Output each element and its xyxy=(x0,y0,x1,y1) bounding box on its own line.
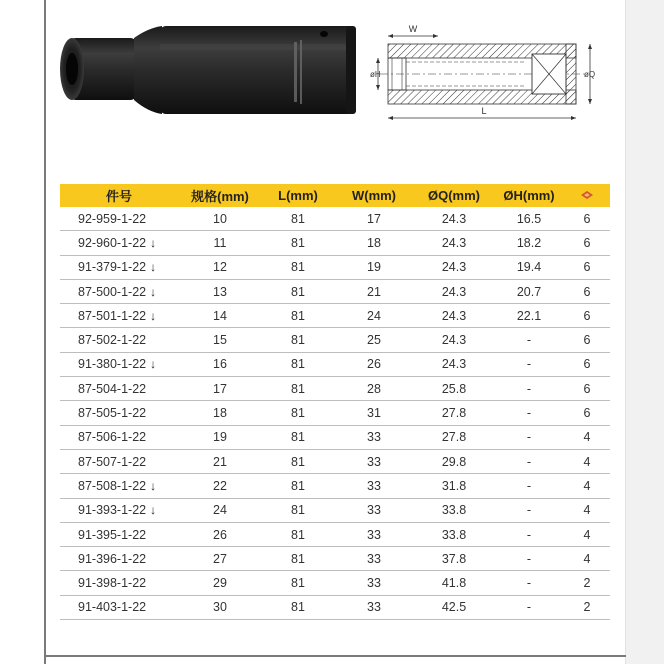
down-arrow-icon: ↓ xyxy=(150,308,157,323)
quantity-cell: 6 xyxy=(564,207,610,231)
length-cell: 81 xyxy=(262,425,334,449)
h-diameter-cell: 16.5 xyxy=(494,207,564,231)
quantity-cell: 6 xyxy=(564,401,610,425)
part-number: 91-396-1-22 xyxy=(78,551,147,566)
part-number: 87-506-1-22 xyxy=(78,430,147,445)
length-cell: 81 xyxy=(262,279,334,303)
table-row xyxy=(60,474,610,498)
table-row xyxy=(60,207,610,231)
quantity-cell: 6 xyxy=(564,304,610,328)
part-number: 91-403-1-22 xyxy=(78,600,147,615)
part-number: 91-395-1-22 xyxy=(78,527,147,542)
h-diameter-cell: - xyxy=(494,449,564,473)
part-number: 91-379-1-22 xyxy=(78,260,147,275)
socket-technical-drawing xyxy=(366,18,604,128)
h-diameter-cell: - xyxy=(494,474,564,498)
down-arrow-icon: ↓ xyxy=(150,357,157,372)
width-cell: 33 xyxy=(334,449,414,473)
size-cell: 18 xyxy=(178,401,262,425)
part-number: 87-500-1-22 xyxy=(78,284,147,299)
h-diameter-cell: - xyxy=(494,498,564,522)
part-number-cell xyxy=(60,377,178,401)
part-number: 87-502-1-22 xyxy=(78,333,147,348)
right-margin xyxy=(626,0,664,664)
width-cell: 24 xyxy=(334,304,414,328)
part-number: 91-380-1-22 xyxy=(78,357,147,372)
table-row xyxy=(60,571,610,595)
header-q-diameter: ØQ(mm) xyxy=(414,184,494,207)
length-cell: 81 xyxy=(262,547,334,571)
size-cell: 15 xyxy=(178,328,262,352)
table-row xyxy=(60,498,610,522)
width-cell: 33 xyxy=(334,595,414,619)
part-number-cell xyxy=(60,401,178,425)
length-cell: 81 xyxy=(262,449,334,473)
part-number-cell xyxy=(60,352,178,376)
size-cell: 24 xyxy=(178,498,262,522)
h-diameter-cell: - xyxy=(494,352,564,376)
q-diameter-cell: 29.8 xyxy=(414,449,494,473)
q-diameter-cell: 24.3 xyxy=(414,255,494,279)
quantity-cell: 6 xyxy=(564,279,610,303)
width-cell: 31 xyxy=(334,401,414,425)
wrench-drive-icon xyxy=(580,190,594,200)
part-number: 92-960-1-22 xyxy=(78,235,147,250)
part-number: 87-508-1-22 xyxy=(78,478,147,493)
q-diameter-cell: 24.3 xyxy=(414,231,494,255)
quantity-cell: 6 xyxy=(564,328,610,352)
quantity-cell: 4 xyxy=(564,547,610,571)
left-border-line xyxy=(44,0,46,664)
length-cell: 81 xyxy=(262,255,334,279)
q-diameter-cell: 24.3 xyxy=(414,279,494,303)
header-size: 规格(mm) xyxy=(178,184,262,207)
part-number-cell xyxy=(60,207,178,231)
q-diameter-cell: 33.8 xyxy=(414,522,494,546)
length-cell: 81 xyxy=(262,352,334,376)
length-cell: 81 xyxy=(262,207,334,231)
header-length: L(mm) xyxy=(262,184,334,207)
part-number-cell xyxy=(60,595,178,619)
width-cell: 18 xyxy=(334,231,414,255)
w-dimension-label: W xyxy=(408,24,418,34)
size-cell: 27 xyxy=(178,547,262,571)
size-cell: 16 xyxy=(178,352,262,376)
length-cell: 81 xyxy=(262,377,334,401)
q-diameter-cell: 24.3 xyxy=(414,328,494,352)
length-cell: 81 xyxy=(262,401,334,425)
socket-product-photo xyxy=(56,14,368,134)
q-diameter-cell: 42.5 xyxy=(414,595,494,619)
quantity-cell: 4 xyxy=(564,449,610,473)
h-diameter-cell: 22.1 xyxy=(494,304,564,328)
down-arrow-icon: ↓ xyxy=(150,260,157,275)
size-cell: 30 xyxy=(178,595,262,619)
width-cell: 17 xyxy=(334,207,414,231)
table-row xyxy=(60,522,610,546)
down-arrow-icon: ↓ xyxy=(150,284,157,299)
length-cell: 81 xyxy=(262,304,334,328)
part-number: 87-501-1-22 xyxy=(78,308,147,323)
quantity-cell: 6 xyxy=(564,352,610,376)
q-diameter-cell: 33.8 xyxy=(414,498,494,522)
width-cell: 25 xyxy=(334,328,414,352)
bottom-border-line xyxy=(44,655,626,657)
table-row xyxy=(60,231,610,255)
width-cell: 33 xyxy=(334,498,414,522)
length-cell: 81 xyxy=(262,328,334,352)
h-diameter-cell: 19.4 xyxy=(494,255,564,279)
h-diameter-cell: - xyxy=(494,595,564,619)
width-cell: 33 xyxy=(334,425,414,449)
part-number-cell xyxy=(60,304,178,328)
table-row xyxy=(60,401,610,425)
table-row xyxy=(60,425,610,449)
h-diameter-cell: - xyxy=(494,401,564,425)
size-cell: 12 xyxy=(178,255,262,279)
width-cell: 26 xyxy=(334,352,414,376)
length-cell: 81 xyxy=(262,498,334,522)
size-cell: 29 xyxy=(178,571,262,595)
part-number: 92-959-1-22 xyxy=(78,211,147,226)
q-diameter-cell: 41.8 xyxy=(414,571,494,595)
header-quantity xyxy=(564,184,610,207)
width-cell: 33 xyxy=(334,522,414,546)
table-row xyxy=(60,352,610,376)
length-cell: 81 xyxy=(262,474,334,498)
quantity-cell: 4 xyxy=(564,425,610,449)
h-diameter-cell: 20.7 xyxy=(494,279,564,303)
part-number: 91-398-1-22 xyxy=(78,576,147,591)
q-diameter-cell: 25.8 xyxy=(414,377,494,401)
down-arrow-icon: ↓ xyxy=(150,235,157,250)
header-width: W(mm) xyxy=(334,184,414,207)
size-cell: 19 xyxy=(178,425,262,449)
down-arrow-icon: ↓ xyxy=(150,503,157,518)
part-number: 87-504-1-22 xyxy=(78,381,147,396)
header-h-diameter: ØH(mm) xyxy=(494,184,564,207)
h-diameter-cell: 18.2 xyxy=(494,231,564,255)
width-cell: 21 xyxy=(334,279,414,303)
h-diameter-cell: - xyxy=(494,377,564,401)
quantity-cell: 6 xyxy=(564,377,610,401)
h-diameter-cell: - xyxy=(494,328,564,352)
quantity-cell: 2 xyxy=(564,595,610,619)
table-row xyxy=(60,547,610,571)
q-dimension-label: øQ xyxy=(584,70,596,79)
q-diameter-cell: 27.8 xyxy=(414,425,494,449)
part-number-cell xyxy=(60,425,178,449)
quantity-cell: 4 xyxy=(564,498,610,522)
width-cell: 33 xyxy=(334,547,414,571)
table-row xyxy=(60,377,610,401)
table-row xyxy=(60,595,610,619)
h-diameter-cell: - xyxy=(494,425,564,449)
part-number-cell xyxy=(60,328,178,352)
part-number: 87-505-1-22 xyxy=(78,406,147,421)
quantity-cell: 6 xyxy=(564,231,610,255)
table-row xyxy=(60,328,610,352)
part-number-cell xyxy=(60,474,178,498)
quantity-cell: 6 xyxy=(564,255,610,279)
h-diameter-cell: - xyxy=(494,522,564,546)
q-diameter-cell: 37.8 xyxy=(414,547,494,571)
quantity-cell: 2 xyxy=(564,571,610,595)
q-diameter-cell: 24.3 xyxy=(414,304,494,328)
h-dimension-label: øH xyxy=(370,70,381,79)
part-number-cell xyxy=(60,449,178,473)
quantity-cell: 4 xyxy=(564,474,610,498)
part-number-cell xyxy=(60,498,178,522)
length-cell: 81 xyxy=(262,231,334,255)
size-cell: 26 xyxy=(178,522,262,546)
part-number: 87-507-1-22 xyxy=(78,454,147,469)
part-number-cell xyxy=(60,255,178,279)
size-cell: 22 xyxy=(178,474,262,498)
h-diameter-cell: - xyxy=(494,571,564,595)
q-diameter-cell: 27.8 xyxy=(414,401,494,425)
part-number-cell xyxy=(60,522,178,546)
quantity-cell: 4 xyxy=(564,522,610,546)
q-diameter-cell: 31.8 xyxy=(414,474,494,498)
part-number-cell xyxy=(60,547,178,571)
size-cell: 10 xyxy=(178,207,262,231)
length-cell: 81 xyxy=(262,571,334,595)
width-cell: 33 xyxy=(334,571,414,595)
part-number-cell xyxy=(60,231,178,255)
width-cell: 33 xyxy=(334,474,414,498)
width-cell: 28 xyxy=(334,377,414,401)
table-row xyxy=(60,304,610,328)
part-number: 91-393-1-22 xyxy=(78,503,147,518)
down-arrow-icon: ↓ xyxy=(150,478,157,493)
size-cell: 11 xyxy=(178,231,262,255)
length-cell: 81 xyxy=(262,522,334,546)
l-dimension-label: L xyxy=(481,106,487,116)
part-number-cell xyxy=(60,571,178,595)
size-cell: 14 xyxy=(178,304,262,328)
h-diameter-cell: - xyxy=(494,547,564,571)
width-cell: 19 xyxy=(334,255,414,279)
q-diameter-cell: 24.3 xyxy=(414,352,494,376)
length-cell: 81 xyxy=(262,595,334,619)
size-cell: 13 xyxy=(178,279,262,303)
table-row xyxy=(60,255,610,279)
table-header-row xyxy=(60,184,610,207)
part-number-cell xyxy=(60,279,178,303)
table-row xyxy=(60,279,610,303)
q-diameter-cell: 24.3 xyxy=(414,207,494,231)
table-row xyxy=(60,449,610,473)
size-cell: 17 xyxy=(178,377,262,401)
size-cell: 21 xyxy=(178,449,262,473)
specification-table xyxy=(60,184,610,620)
header-part-number: 件号 xyxy=(60,184,178,207)
